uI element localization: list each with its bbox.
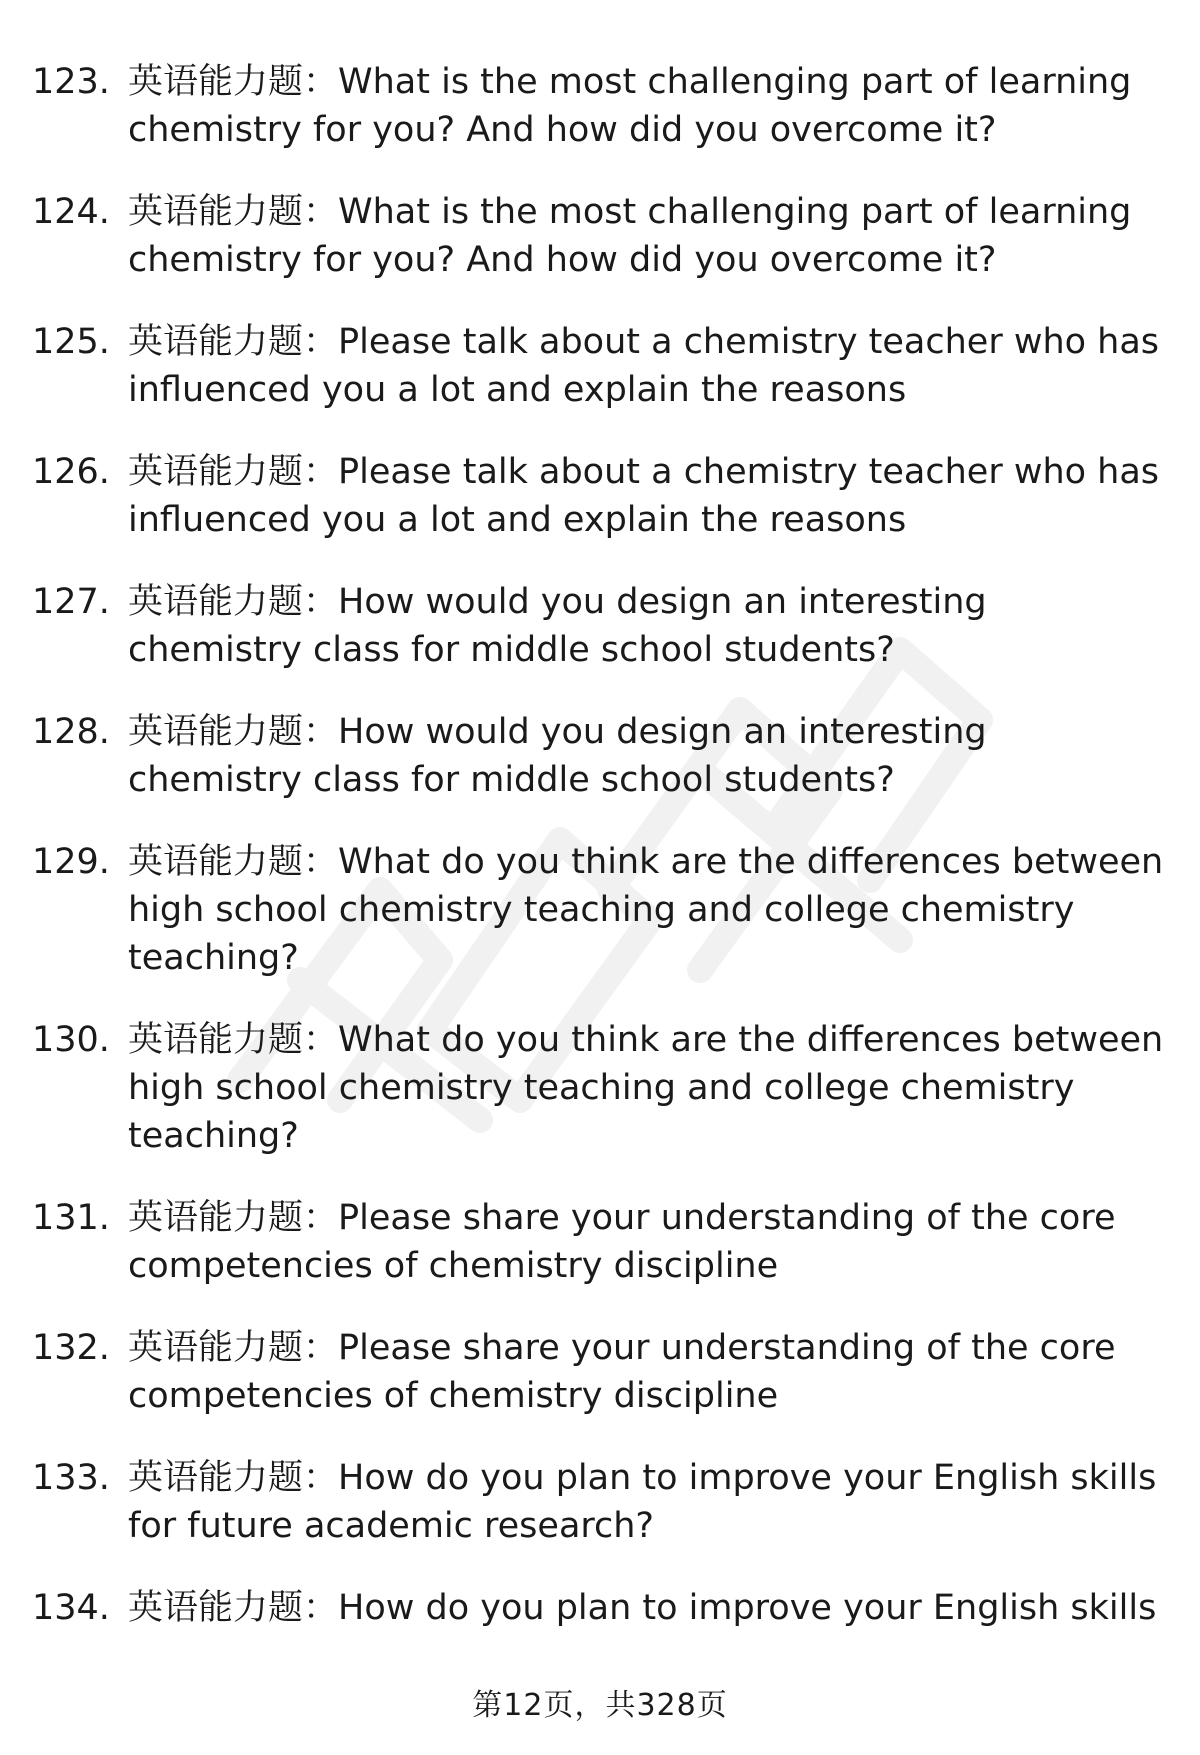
item-number: 127. xyxy=(32,582,110,622)
item-tag: 英语能力题： xyxy=(128,712,339,752)
list-item xyxy=(0,448,1200,544)
item-number: 131. xyxy=(32,1198,110,1238)
item-text xyxy=(128,578,1168,674)
item-question: How would you design an interesting chemistry class for middle school students? xyxy=(128,582,987,670)
item-question: How do you plan to improve your English skills xyxy=(338,1588,1157,1628)
item-number: 126. xyxy=(32,452,110,492)
item-number: 134. xyxy=(32,1588,110,1628)
item-text xyxy=(128,318,1168,414)
item-text xyxy=(128,1194,1168,1290)
list-item xyxy=(0,188,1200,284)
item-text xyxy=(128,1016,1168,1160)
item-question: What is the most challenging part of learning chemistry for you? And how did you overcome it? xyxy=(128,192,1132,280)
list-item xyxy=(0,708,1200,804)
page-footer: 第12页，共328页 xyxy=(472,1688,728,1723)
list-item xyxy=(0,1016,1200,1160)
item-tag: 英语能力题： xyxy=(128,1588,339,1628)
item-text xyxy=(128,838,1168,982)
item-tag: 英语能力题： xyxy=(128,1198,339,1238)
item-text xyxy=(128,448,1168,544)
item-tag: 英语能力题： xyxy=(128,1328,339,1368)
item-tag: 英语能力题： xyxy=(128,192,339,232)
item-question: What do you think are the differences between high school chemistry teaching and college chemistry teaching? xyxy=(128,842,1164,978)
item-number: 123. xyxy=(32,62,110,102)
item-number: 133. xyxy=(32,1458,110,1498)
item-tag: 英语能力题： xyxy=(128,842,339,882)
item-text xyxy=(128,188,1168,284)
item-question: Please talk about a chemistry teacher who has influenced you a lot and explain the reasons xyxy=(128,452,1160,540)
item-tag: 英语能力题： xyxy=(128,62,339,102)
list-item xyxy=(0,58,1200,154)
item-question: What is the most challenging part of learning chemistry for you? And how did you overcome it? xyxy=(128,62,1132,150)
item-tag: 英语能力题： xyxy=(128,1020,339,1060)
item-text xyxy=(128,1454,1168,1550)
item-number: 130. xyxy=(32,1020,110,1060)
item-number: 128. xyxy=(32,712,110,752)
item-tag: 英语能力题： xyxy=(128,1458,339,1498)
list-item xyxy=(0,1324,1200,1420)
item-question: Please share your understanding of the core competencies of chemistry discipline xyxy=(128,1198,1116,1286)
item-text xyxy=(128,1324,1168,1420)
list-item xyxy=(0,1454,1200,1550)
item-text xyxy=(128,708,1168,804)
item-number: 132. xyxy=(32,1328,110,1368)
item-text xyxy=(128,58,1168,154)
item-number: 129. xyxy=(32,842,110,882)
item-number: 125. xyxy=(32,322,110,362)
list-item xyxy=(0,838,1200,982)
item-text xyxy=(128,1584,1168,1632)
item-question: What do you think are the differences between high school chemistry teaching and college chemistry teaching? xyxy=(128,1020,1164,1156)
item-question: Please share your understanding of the core competencies of chemistry discipline xyxy=(128,1328,1116,1416)
item-tag: 英语能力题： xyxy=(128,452,339,492)
list-item xyxy=(0,1584,1200,1632)
list-item xyxy=(0,318,1200,414)
item-question: Please talk about a chemistry teacher who has influenced you a lot and explain the reasons xyxy=(128,322,1160,410)
item-tag: 英语能力题： xyxy=(128,582,339,622)
list-item xyxy=(0,578,1200,674)
item-question: How would you design an interesting chemistry class for middle school students? xyxy=(128,712,987,800)
list-item xyxy=(0,1194,1200,1290)
item-number: 124. xyxy=(32,192,110,232)
question-list xyxy=(0,58,1200,1666)
item-tag: 英语能力题： xyxy=(128,322,339,362)
item-question: How do you plan to improve your English skills for future academic research? xyxy=(128,1458,1157,1546)
